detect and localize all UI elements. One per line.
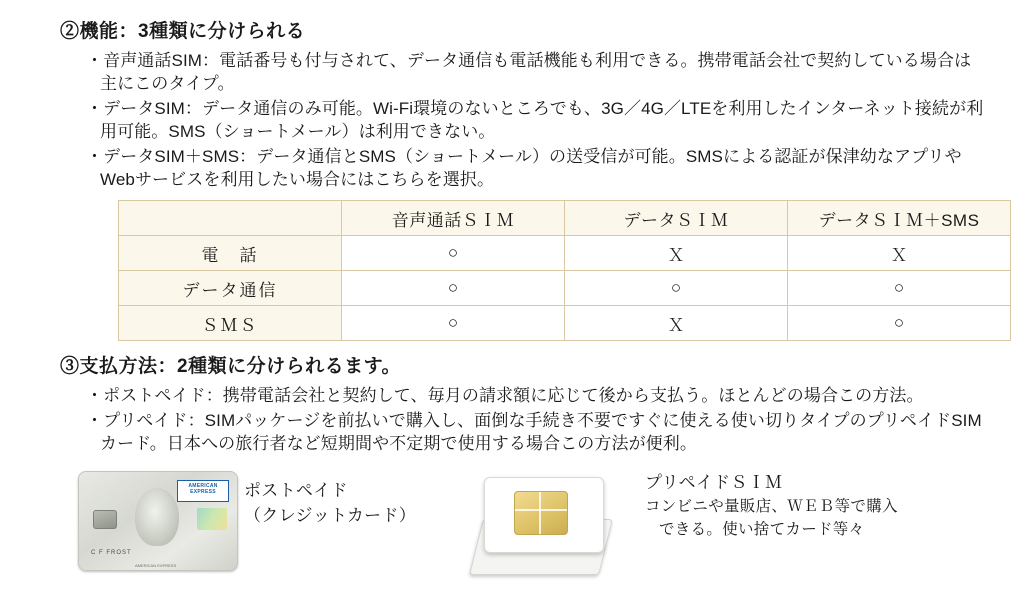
table-row-label: 電 話	[119, 236, 342, 271]
prepaid-caption-line2: できる。使い捨てカード等々	[659, 520, 865, 538]
prepaid-caption	[645, 471, 898, 541]
media-row	[0, 469, 1024, 589]
card-signature-text: AMERICAN EXPRESS	[135, 563, 177, 569]
table-row-label: データ通信	[119, 271, 342, 306]
card-brand-logo	[177, 480, 229, 502]
sim-card-image	[470, 469, 620, 581]
list-item: ・ポストペイド：携帯電話会社と契約して、毎月の請求額に応じて後から支払う。ほとんどの場合この方法。	[86, 386, 924, 406]
list-item: ・プリペイド：SIMパッケージを前払いで購入し、面倒な手続き不要ですぐに使える使い切りタイプのプリペイドSIMカード。日本への旅行者など短期間や不定期で使用する場合この方法が便利。	[86, 410, 982, 453]
card-brand-line1: AMERICAN	[188, 483, 218, 490]
table-cell: Ｘ	[788, 236, 1011, 271]
slide-page	[0, 20, 1024, 588]
feature-comparison-table	[118, 200, 980, 341]
credit-card-image	[78, 471, 238, 571]
table-cell: Ｘ	[565, 306, 788, 341]
card-holder-name: C F FROST	[91, 550, 132, 557]
card-hologram-graphic	[197, 508, 227, 530]
list-item: ・データSIM＋SMS：データ通信とSMS（ショートメール）の送受信が可能。SMSによる認証が保津幼なアプリやWebサービスを利用したい場合にはこちらを選択。	[86, 146, 962, 189]
list-item: ・音声通話SIM：電話番号も付与されて、データ通信も電話機能も利用できる。携帯電話会社で契約している場合は主にこのタイプ。	[86, 50, 972, 94]
table-cell: ○	[342, 236, 565, 271]
table-row-label: ＳＭＳ	[119, 306, 342, 341]
prepaid-caption-title: プリペイドＳＩＭ	[645, 473, 783, 493]
list-item: ・データSIM：データ通信のみ可能。Wi-Fi環境のないところでも、3G／4G／LTEを利用したインターネット接続が利用可能。SMS（ショートメール）は利用できない。	[86, 98, 984, 142]
sim-chip-icon	[514, 491, 568, 535]
table-cell: ○	[788, 271, 1011, 306]
card-portrait-graphic	[135, 488, 179, 546]
prepaid-caption-line1: コンビニや量販店、ＷＥＢ等で購入	[645, 498, 898, 516]
section-2-bullet-list	[86, 49, 986, 192]
table-cell: ○	[565, 271, 788, 306]
table-row	[119, 271, 1011, 306]
table-header-cell: 音声通話ＳＩＭ	[342, 201, 565, 236]
table-header-row	[119, 201, 1011, 236]
table-row	[119, 236, 1011, 271]
table-cell: ○	[342, 271, 565, 306]
postpaid-caption-line1: ポストペイド	[244, 481, 348, 501]
card-chip-graphic	[93, 510, 117, 529]
table-cell: Ｘ	[565, 236, 788, 271]
section-3-heading: ③支払方法：2種類に分けられるます。	[60, 356, 402, 378]
table-header-cell: データＳＩＭ	[565, 201, 788, 236]
table-header-cell	[119, 201, 342, 236]
table-header-cell: データＳＩＭ＋SMS	[788, 201, 1011, 236]
postpaid-caption	[244, 479, 416, 528]
section-3-bullet-list	[86, 384, 986, 455]
table-cell: ○	[788, 306, 1011, 341]
card-brand-line2: EXPRESS	[190, 489, 216, 496]
section-2-heading: ②機能：3種類に分けられる	[60, 21, 306, 42]
table-cell: ○	[342, 306, 565, 341]
postpaid-caption-line2: （クレジットカード）	[244, 506, 417, 526]
table-row	[119, 306, 1011, 341]
